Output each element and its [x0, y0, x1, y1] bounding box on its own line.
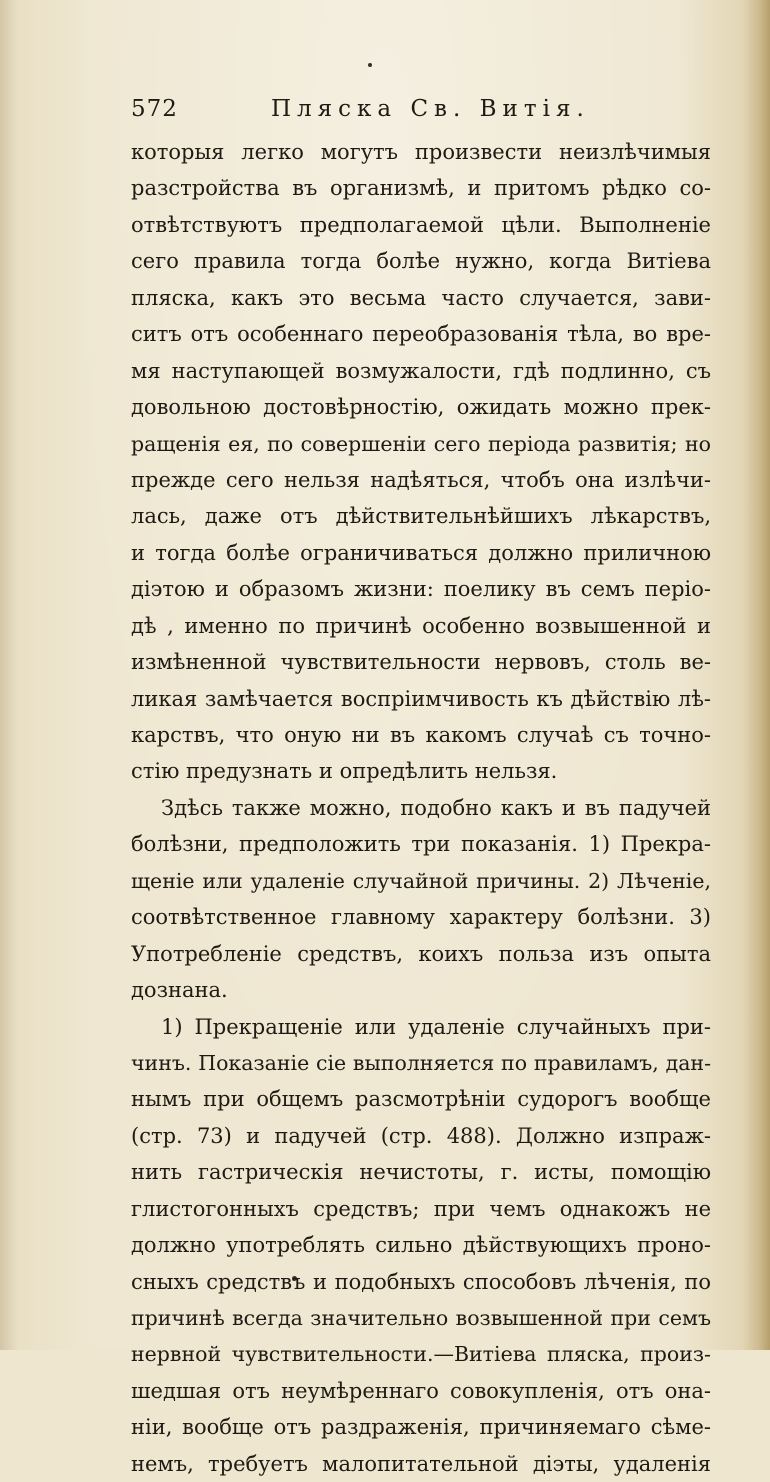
- text-line: которыя легко могутъ произвести неизлѣчимыя: [131, 140, 711, 164]
- body-text: [131, 134, 711, 1482]
- text-line: нить гастрическія нечистоты, г. исты, помощію: [131, 1160, 711, 1185]
- text-line-paragraph-end: дознана.: [131, 978, 228, 1003]
- page-number: 572: [131, 96, 178, 122]
- text-line: лась, даже отъ дѣйствительнѣйшихъ лѣкарствъ,: [131, 504, 711, 529]
- text-line: нервной чувствительности.—Витіева пляска, произ-: [131, 1342, 711, 1367]
- text-line: ситъ отъ особеннаго переобразованія тѣла, во вре-: [131, 322, 711, 347]
- text-line: шедшая отъ неумѣреннаго совокупленія, отъ она-: [131, 1378, 711, 1403]
- text-line: болѣзни, предположить три показанія. 1) Прекра-: [131, 832, 711, 857]
- text-line: ликая замѣчается воспріимчивость къ дѣйствію лѣ-: [131, 686, 711, 711]
- text-line: разстройства въ организмѣ, и притомъ рѣдко со-: [131, 176, 711, 201]
- text-line: немъ, требуетъ малопитательной діэты, удаленія: [131, 1451, 711, 1476]
- text-line: карствъ, что оную ни въ какомъ случаѣ съ точно-: [131, 723, 711, 747]
- text-line: пляска, какъ это весьма часто случается, зави-: [131, 285, 711, 310]
- text-line: ращенія ея, по совершеніи сего періода развитія; но: [131, 431, 711, 456]
- text-line: чинъ. Показаніе сіе выполняется по правиламъ, дан-: [131, 1050, 711, 1075]
- text-line-paragraph-start: 1) Прекращеніе или удаленіе случайныхъ при-: [161, 1014, 711, 1039]
- text-line: мя наступающей возмужалости, гдѣ подлинно, съ: [131, 358, 711, 383]
- text-line: щеніе или удаленіе случайной причины. 2) Лѣченіе,: [131, 868, 711, 893]
- running-title: Пляска Св. Витія.: [271, 96, 590, 122]
- text-line: дѣ , именно по причинѣ особенно возвышенной и: [131, 613, 711, 638]
- text-line: прежде сего нельзя надѣяться, чтобъ она излѣчи-: [131, 467, 711, 492]
- page-right-edge-shadow: [742, 0, 770, 1350]
- text-line: довольною достовѣрностію, ожидать можно прек-: [131, 395, 711, 420]
- text-line: сныхъ средствъ и подобныхъ способовъ лѣченія, по: [131, 1269, 711, 1294]
- text-line: отвѣтствуютъ предполагаемой цѣли. Выполненіе: [131, 212, 711, 237]
- text-line: и тогда болѣе ограничиваться должно приличною: [131, 540, 711, 565]
- text-line: соотвѣтственное главному характеру болѣзни. 3): [131, 905, 711, 930]
- text-line-paragraph-start: Здѣсь также можно, подобно какъ и въ падучей: [161, 795, 711, 820]
- text-line: нымъ при общемъ разсмотрѣніи судорогъ вообще: [131, 1087, 711, 1112]
- text-line: должно употреблять сильно дѣйствующихъ проно-: [131, 1233, 711, 1258]
- ink-spot: [368, 63, 372, 67]
- text-line: Употребленіе средствъ, коихъ польза изъ опыта: [131, 941, 711, 966]
- text-line: ніи, вообще отъ раздраженія, причиняемаго сѣме-: [131, 1415, 711, 1440]
- running-header: [131, 96, 601, 128]
- text-line-paragraph-end: стію предузнать и опредѣлить нельзя.: [131, 759, 558, 784]
- text-line: сего правила тогда болѣе нужно, когда Витіева: [131, 249, 711, 274]
- text-line: причинѣ всегда значительно возвышенной при семъ: [131, 1306, 711, 1330]
- text-line: измѣненной чувствительности нервовъ, столь ве-: [131, 650, 711, 675]
- text-line: діэтою и образомъ жизни: поелику въ семъ періо-: [131, 577, 711, 602]
- text-line: (стр. 73) и падучей (стр. 488). Должно изпраж-: [131, 1123, 711, 1148]
- page-left-shadow: [0, 0, 18, 1350]
- text-line: глистогонныхъ средствъ; при чемъ однакожъ не: [131, 1196, 711, 1221]
